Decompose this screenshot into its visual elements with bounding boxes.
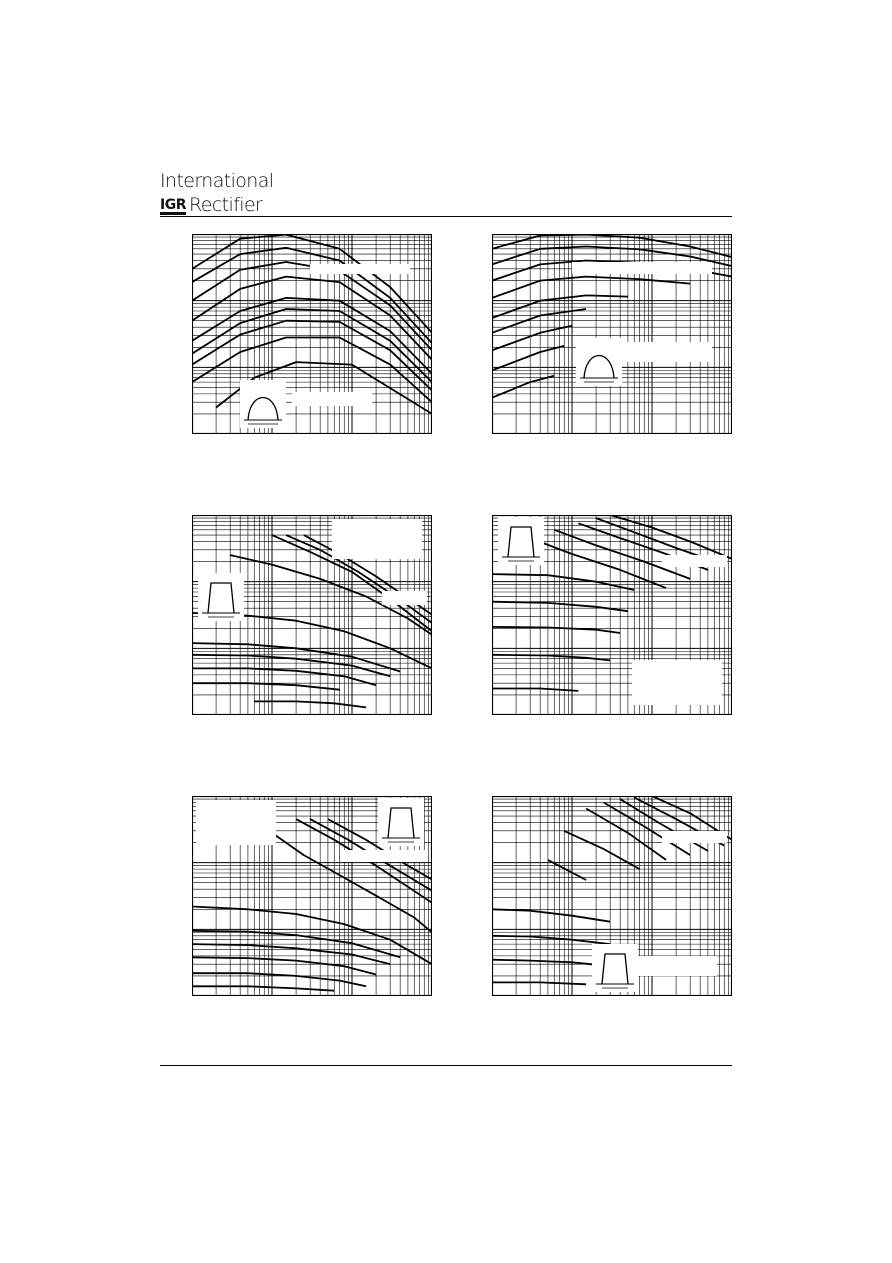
waveform-inset-bg [198, 573, 244, 621]
waveform-inset-icon [576, 338, 622, 386]
chart-fig2 [492, 234, 732, 434]
label-area [632, 660, 722, 705]
label-area [342, 850, 427, 862]
series-line-s2 [192, 248, 432, 343]
chart-fig5 [192, 796, 432, 996]
footer-rule [160, 1065, 732, 1066]
chart-svg [192, 515, 432, 715]
logo-company-name: International [160, 170, 274, 192]
chart-fig6 [492, 796, 732, 996]
waveform-inset-bg [378, 798, 424, 846]
series-line-s6 [564, 831, 639, 869]
company-logo [160, 170, 280, 216]
logo-mark-icon: IGR [160, 197, 186, 213]
series-line-s7 [192, 655, 390, 677]
waveform-inset-bg [592, 944, 638, 992]
label-area [662, 831, 727, 843]
series-line-s10 [492, 689, 578, 691]
chart-fig1 [192, 234, 432, 434]
chart-svg [192, 796, 432, 996]
waveform-inset-icon [378, 798, 424, 846]
label-area [310, 264, 410, 274]
series-group [192, 235, 432, 414]
header-rule [160, 216, 732, 217]
label-area [196, 800, 276, 845]
series-line-s8 [492, 627, 620, 633]
label-area [627, 956, 717, 976]
series-line-s9 [492, 655, 610, 661]
series-line-s9 [192, 973, 366, 986]
waveform-inset-bg [498, 517, 544, 565]
chart-fig4 [492, 515, 732, 715]
series-line-s7 [492, 602, 628, 612]
series-line-s5 [492, 295, 628, 318]
waveform-inset-icon [240, 380, 286, 428]
chart-svg [192, 234, 432, 434]
waveform-inset-bg [576, 338, 622, 386]
series-line-s8 [492, 346, 564, 371]
chart-svg [492, 796, 732, 996]
series-line-s9 [492, 376, 554, 398]
chart-svg [492, 234, 732, 434]
series-group [192, 535, 432, 707]
series-line-s9 [192, 683, 340, 690]
chart-svg [492, 515, 732, 715]
logo-second-line [160, 194, 262, 216]
series-line-s10 [192, 986, 334, 990]
series-line-s1 [492, 235, 732, 258]
waveform-inset-icon [198, 573, 244, 621]
waveform-inset-icon [498, 517, 544, 565]
label-area [622, 342, 712, 362]
series-line-s6 [192, 309, 432, 382]
waveform-inset-bg [240, 380, 286, 428]
label-area [332, 519, 422, 559]
label-area [292, 392, 372, 406]
chart-fig3 [192, 515, 432, 715]
series-line-s3 [620, 799, 708, 851]
label-area [382, 591, 427, 605]
series-line-s8 [492, 909, 610, 921]
label-area [572, 262, 712, 274]
logo-rectifier-word: Rectifier [188, 194, 263, 216]
label-area [662, 555, 727, 567]
waveform-inset-icon [592, 944, 638, 992]
